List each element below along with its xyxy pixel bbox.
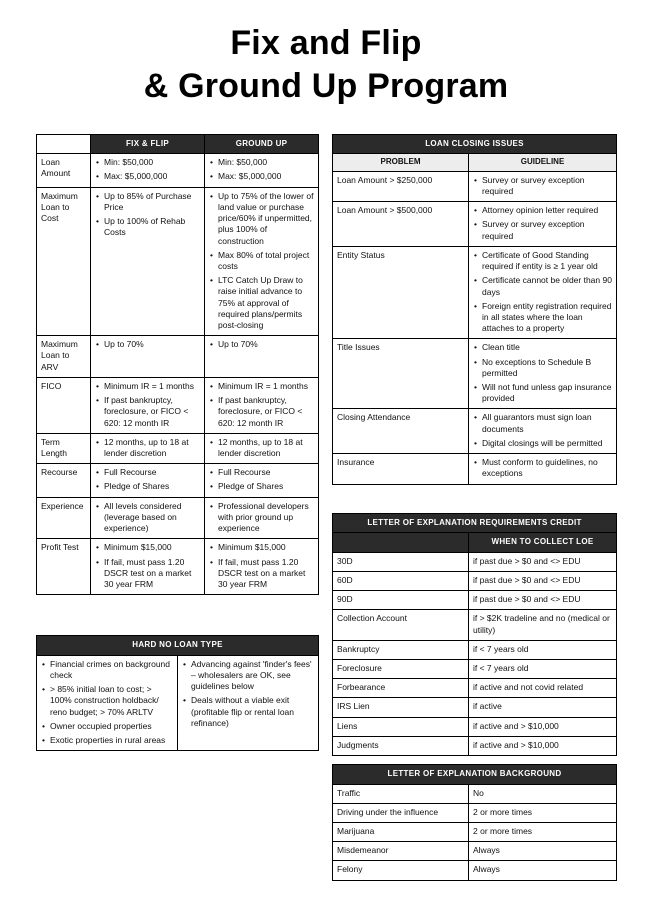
loan-closing-problem: Closing Attendance [333,409,469,454]
bullet-list [209,339,314,350]
bullet-list [95,467,200,492]
loan-closing-header-problem: PROBLEM [333,154,469,172]
bullet-list [95,542,200,590]
program-table-row [37,336,319,378]
loe-background-row [333,823,617,842]
program-row-label: Loan Amount [37,154,91,187]
bullet-item: • Full Recourse [209,467,314,478]
loe-credit-subheader: WHEN TO COLLECT LOE [469,533,617,553]
bullet-item: • Financial crimes on background check [41,659,173,681]
program-cell-ground-up [205,336,319,378]
bullet-item: • Foreign entity registration required in all states where the loan attaches to a property [473,301,612,335]
left-column [36,134,318,752]
loan-closing-problem: Loan Amount > $250,000 [333,171,469,201]
bullet-item: • Up to 70% [209,339,314,350]
bullet-list [95,437,200,459]
bullet-item: • If past bankruptcy, foreclosure, or FICO < 620: 12 month IR [95,395,200,429]
program-cell-fix-flip [91,497,205,539]
bullet-item: • If fail, must pass 1.20 DSCR test on a market 30 year FRM [209,557,314,591]
loe-background-row [333,861,617,880]
loe-credit-row-label: 30D [333,552,469,571]
bullet-item: • Max: $5,000,000 [209,171,314,182]
bullet-item: • Professional developers with prior ground up experience [209,501,314,535]
loan-closing-row [333,339,617,409]
bullet-list [209,437,314,459]
loe-background-title: LETTER OF EXPLANATION BACKGROUND [333,765,617,785]
program-cell-ground-up [205,377,319,433]
bullet-item: • Digital closings will be permitted [473,438,612,449]
bullet-item: • LTC Catch Up Draw to raise initial advance to 75% at approval of required plans/permits post-closing [209,275,314,331]
bullet-list [473,342,612,404]
bullet-item: • All levels considered (leverage based on experience) [95,501,200,535]
loe-credit-row-value: if < 7 years old [469,640,617,659]
bullet-list [209,191,314,332]
loan-closing-guideline [469,339,617,409]
program-cell-ground-up [205,464,319,497]
bullet-item: • Full Recourse [95,467,200,478]
loan-closing-guideline [469,409,617,454]
program-cell-fix-flip [91,154,205,187]
bullet-list [473,457,612,479]
bullet-item: • Deals without a viable exit (profitable flip or rental loan refinance) [182,695,314,729]
loe-credit-title: LETTER OF EXPLANATION REQUIREMENTS CREDIT [333,513,617,533]
bullet-item: • > 85% initial loan to cost; > 100% construction holdback/ reno budget; > 70% ARLTV [41,684,173,718]
program-cell-ground-up [205,539,319,595]
loe-background-row-value: Always [469,861,617,880]
bullet-item: • Up to 75% of the lower of land value or purchase price/60% if unpermitted, plus 100% of construction [209,191,314,247]
loe-credit-row-label: Judgments [333,736,469,755]
hard-no-header-row [37,636,319,656]
loe-credit-row-label: Liens [333,717,469,736]
bullet-item: • Pledge of Shares [95,481,200,492]
program-row-label: Profit Test [37,539,91,595]
program-row-label: Experience [37,497,91,539]
program-cell-fix-flip [91,464,205,497]
loe-background-table [332,764,617,881]
loe-background-row [333,842,617,861]
bullet-item: • Max: $5,000,000 [95,171,200,182]
bullet-item: • Pledge of Shares [209,481,314,492]
loe-credit-row-label: Collection Account [333,610,469,640]
loe-credit-table [332,513,617,757]
program-header-ground-up: GROUND UP [205,134,319,154]
page-title [36,22,616,108]
program-cell-fix-flip [91,377,205,433]
program-cell-fix-flip [91,433,205,463]
loan-closing-guideline [469,454,617,484]
loan-closing-guideline [469,246,617,339]
bullet-list [473,412,612,449]
bullet-item: • Survey or survey exception required [473,175,612,197]
bullet-item: • Attorney opinion letter required [473,205,612,216]
loe-background-row-label: Traffic [333,784,469,803]
program-table-row [37,497,319,539]
program-cell-ground-up [205,154,319,187]
program-table-row [37,464,319,497]
loan-closing-title-row [333,134,617,154]
loe-background-row [333,784,617,803]
loe-credit-subheader-row [333,533,617,553]
bullet-list [95,191,200,239]
loe-background-row-label: Driving under the influence [333,803,469,822]
loe-credit-row-label: 60D [333,571,469,590]
program-row-label: FICO [37,377,91,433]
hard-no-left-list [41,659,173,747]
loe-credit-subheader-empty [333,533,469,553]
bullet-item: • Min: $50,000 [95,157,200,168]
bullet-list [473,175,612,197]
page-title-line-1: Fix and Flip [230,24,422,62]
page-title-line-2: & Ground Up Program [143,66,509,105]
program-table-row [37,539,319,595]
bullet-item: • Min: $50,000 [209,157,314,168]
hard-no-right-list [182,659,314,729]
loe-credit-row-label: Forbearance [333,679,469,698]
program-row-label: Maximum Loan to ARV [37,336,91,378]
loe-credit-row-label: 90D [333,591,469,610]
hard-no-loan-type-table [36,635,319,751]
loe-background-body [333,784,617,880]
loan-closing-row [333,246,617,339]
loan-closing-row [333,409,617,454]
bullet-item: • 12 months, up to 18 at lender discretion [95,437,200,459]
bullet-item: • Minimum $15,000 [95,542,200,553]
loe-credit-row [333,552,617,571]
program-row-label: Term Length [37,433,91,463]
loe-credit-row [333,717,617,736]
loe-credit-title-row [333,513,617,533]
loan-closing-problem: Insurance [333,454,469,484]
loe-credit-row [333,571,617,590]
loe-credit-row [333,591,617,610]
bullet-list [209,467,314,492]
bullet-list [473,250,612,335]
loe-credit-row-value: if > $2K tradeline and no (medical or utility) [469,610,617,640]
bullet-item: • 12 months, up to 18 at lender discretion [209,437,314,459]
program-comparison-table [36,134,319,596]
loe-background-title-row [333,765,617,785]
bullet-list [209,501,314,535]
program-table-row [37,433,319,463]
loe-credit-row-label: Foreclosure [333,659,469,678]
loe-credit-row-value: if < 7 years old [469,659,617,678]
hard-no-title: HARD NO LOAN TYPE [37,636,319,656]
bullet-item: • Will not fund unless gap insurance provided [473,382,612,404]
bullet-item: • Survey or survey exception required [473,219,612,241]
loe-credit-row-value: if past due > $0 and <> EDU [469,591,617,610]
loe-background-row-label: Misdemeanor [333,842,469,861]
bullet-item: • Up to 100% of Rehab Costs [95,216,200,238]
loan-closing-body [333,171,617,484]
bullet-list [209,157,314,182]
right-column [332,134,616,881]
bullet-item: • Clean title [473,342,612,353]
loe-background-row-value: No [469,784,617,803]
loe-credit-row-value: if active and > $10,000 [469,717,617,736]
program-header-fix-flip: FIX & FLIP [91,134,205,154]
hard-no-right-cell [178,655,319,751]
loe-background-row-value: 2 or more times [469,803,617,822]
bullet-list [209,542,314,590]
program-table-row [37,187,319,336]
bullet-item: • Advancing against 'finder's fees' – wholesalers are OK, see guidelines below [182,659,314,693]
bullet-list [95,339,200,350]
bullet-item: • Minimum IR = 1 months [209,381,314,392]
loe-credit-row [333,698,617,717]
bullet-list [95,501,200,535]
bullet-list [209,381,314,429]
loe-credit-row-value: if active and > $10,000 [469,736,617,755]
loan-closing-header-guideline: GUIDELINE [469,154,617,172]
program-cell-ground-up [205,433,319,463]
bullet-item: • No exceptions to Schedule B permitted [473,357,612,379]
bullet-item: • Up to 70% [95,339,200,350]
loe-background-row-label: Marijuana [333,823,469,842]
loe-credit-row-value: if active [469,698,617,717]
bullet-item: • Up to 85% of Purchase Price [95,191,200,213]
program-cell-ground-up [205,187,319,336]
program-table-body [37,154,319,595]
program-row-label: Maximum Loan to Cost [37,187,91,336]
bullet-item: • Exotic properties in rural areas [41,735,173,746]
loe-credit-row [333,679,617,698]
loe-background-row-value: Always [469,842,617,861]
bullet-list [95,381,200,429]
loan-closing-problem: Entity Status [333,246,469,339]
loe-credit-row-label: IRS Lien [333,698,469,717]
loan-closing-row [333,171,617,201]
loe-credit-body [333,552,617,755]
program-header-row [37,134,319,154]
program-cell-fix-flip [91,539,205,595]
loan-closing-title: LOAN CLOSING ISSUES [333,134,617,154]
loe-credit-row-label: Bankruptcy [333,640,469,659]
bullet-item: • All guarantors must sign loan documents [473,412,612,434]
loe-background-row-label: Felony [333,861,469,880]
bullet-item: • Max 80% of total project costs [209,250,314,272]
program-empty-header-cell [37,134,91,154]
loan-closing-guideline [469,202,617,247]
loan-closing-row [333,202,617,247]
program-cell-ground-up [205,497,319,539]
loe-credit-row [333,659,617,678]
bullet-item: • Must conform to guidelines, no exceptions [473,457,612,479]
program-cell-fix-flip [91,187,205,336]
bullet-item: • Owner occupied properties [41,721,173,732]
loe-credit-row [333,610,617,640]
hard-no-left-cell [37,655,178,751]
loan-closing-problem: Loan Amount > $500,000 [333,202,469,247]
bullet-item: • If fail, must pass 1.20 DSCR test on a market 30 year FRM [95,557,200,591]
loan-closing-header-row [333,154,617,172]
content-columns [36,134,616,881]
bullet-item: • Minimum $15,000 [209,542,314,553]
bullet-item: • Certificate cannot be older than 90 days [473,275,612,297]
loe-background-row-value: 2 or more times [469,823,617,842]
program-table-row [37,377,319,433]
loe-background-row [333,803,617,822]
loe-credit-row [333,736,617,755]
loe-credit-row-value: if past due > $0 and <> EDU [469,571,617,590]
loe-credit-row-value: if active and not covid related [469,679,617,698]
loe-credit-row-value: if past due > $0 and <> EDU [469,552,617,571]
loan-closing-issues-table [332,134,617,485]
program-cell-fix-flip [91,336,205,378]
program-row-label: Recourse [37,464,91,497]
bullet-list [473,205,612,242]
bullet-item: • If past bankruptcy, foreclosure, or FICO < 620: 12 month IR [209,395,314,429]
bullet-list [95,157,200,182]
loan-closing-guideline [469,171,617,201]
loan-closing-row [333,454,617,484]
bullet-item: • Certificate of Good Standing required if entity is ≥ 1 year old [473,250,612,272]
loe-credit-row [333,640,617,659]
bullet-item: • Minimum IR = 1 months [95,381,200,392]
program-table-row [37,154,319,187]
hard-no-body-row [37,655,319,751]
loan-closing-problem: Title Issues [333,339,469,409]
